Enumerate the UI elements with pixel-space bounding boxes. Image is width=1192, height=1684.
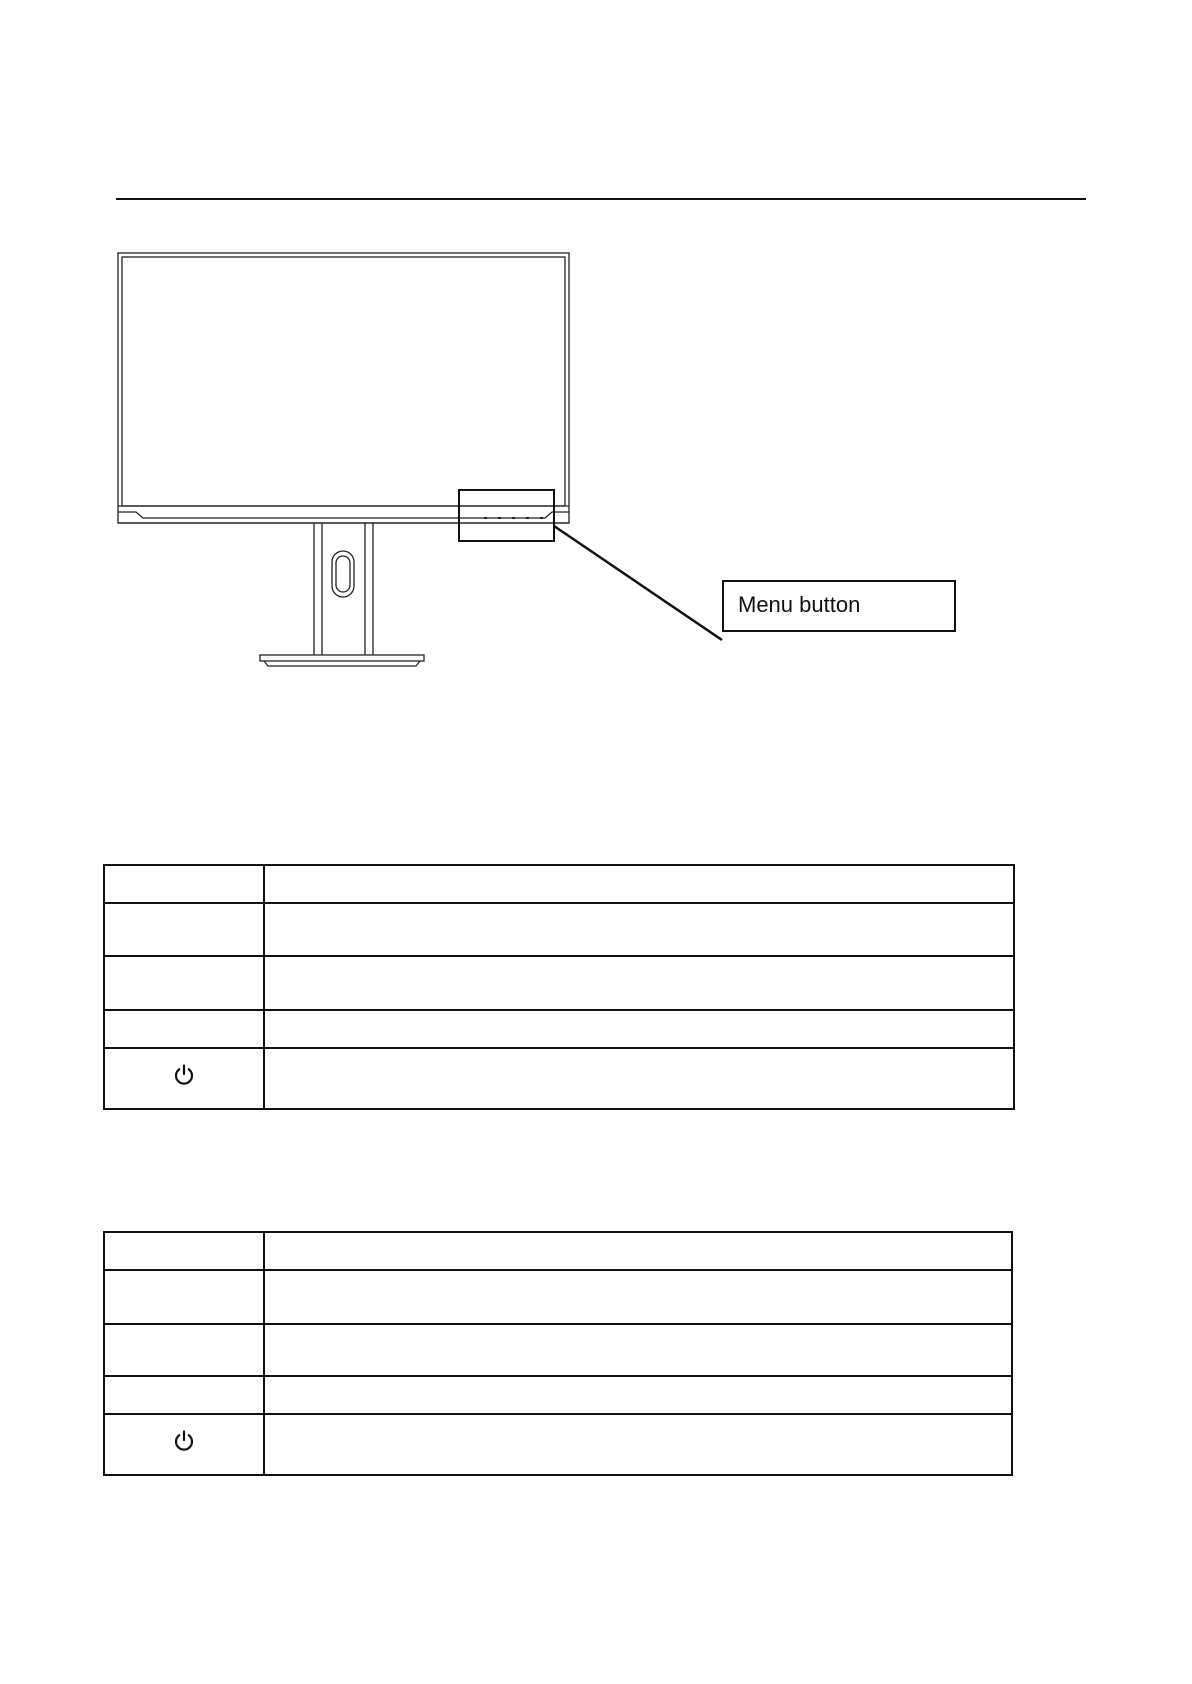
control-table-1 xyxy=(103,864,1015,1110)
key-cell xyxy=(104,865,264,903)
table-row xyxy=(104,865,1014,903)
bezel-button-2 xyxy=(498,517,501,519)
power-icon xyxy=(172,1063,196,1087)
table-row xyxy=(104,1414,1012,1475)
key-cell xyxy=(104,903,264,956)
key-cell xyxy=(104,1324,264,1376)
key-cell xyxy=(104,1010,264,1048)
callout-label: Menu button xyxy=(722,580,956,632)
table-row xyxy=(104,1010,1014,1048)
button-highlight-box xyxy=(459,490,554,541)
key-cell xyxy=(104,1270,264,1324)
description-cell xyxy=(264,1324,1012,1376)
description-cell xyxy=(264,865,1014,903)
key-cell xyxy=(104,1376,264,1414)
key-cell xyxy=(104,1232,264,1270)
table-row xyxy=(104,1376,1012,1414)
bezel-button-4 xyxy=(526,517,529,519)
description-cell xyxy=(264,1232,1012,1270)
key-cell xyxy=(104,956,264,1010)
description-cell xyxy=(264,1414,1012,1475)
control-table-2 xyxy=(103,1231,1013,1476)
callout-leader-line xyxy=(554,526,722,640)
description-cell xyxy=(264,1048,1014,1109)
bezel-button-1 xyxy=(484,517,487,519)
description-cell xyxy=(264,1010,1014,1048)
power-key-cell xyxy=(104,1414,264,1475)
bezel-button-3 xyxy=(512,517,515,519)
monitor-illustration xyxy=(0,0,1192,700)
power-icon xyxy=(172,1429,196,1453)
bezel-button-5 xyxy=(540,517,543,519)
table-row xyxy=(104,903,1014,956)
stand-base xyxy=(260,655,424,661)
monitor-frame xyxy=(118,253,569,523)
monitor-screen xyxy=(122,257,565,506)
table-row xyxy=(104,1270,1012,1324)
description-cell xyxy=(264,956,1014,1010)
stand-slot xyxy=(332,551,354,597)
description-cell xyxy=(264,1376,1012,1414)
table-row xyxy=(104,1324,1012,1376)
table-row xyxy=(104,1232,1012,1270)
description-cell xyxy=(264,903,1014,956)
table-row xyxy=(104,956,1014,1010)
table-row xyxy=(104,1048,1014,1109)
description-cell xyxy=(264,1270,1012,1324)
power-key-cell xyxy=(104,1048,264,1109)
